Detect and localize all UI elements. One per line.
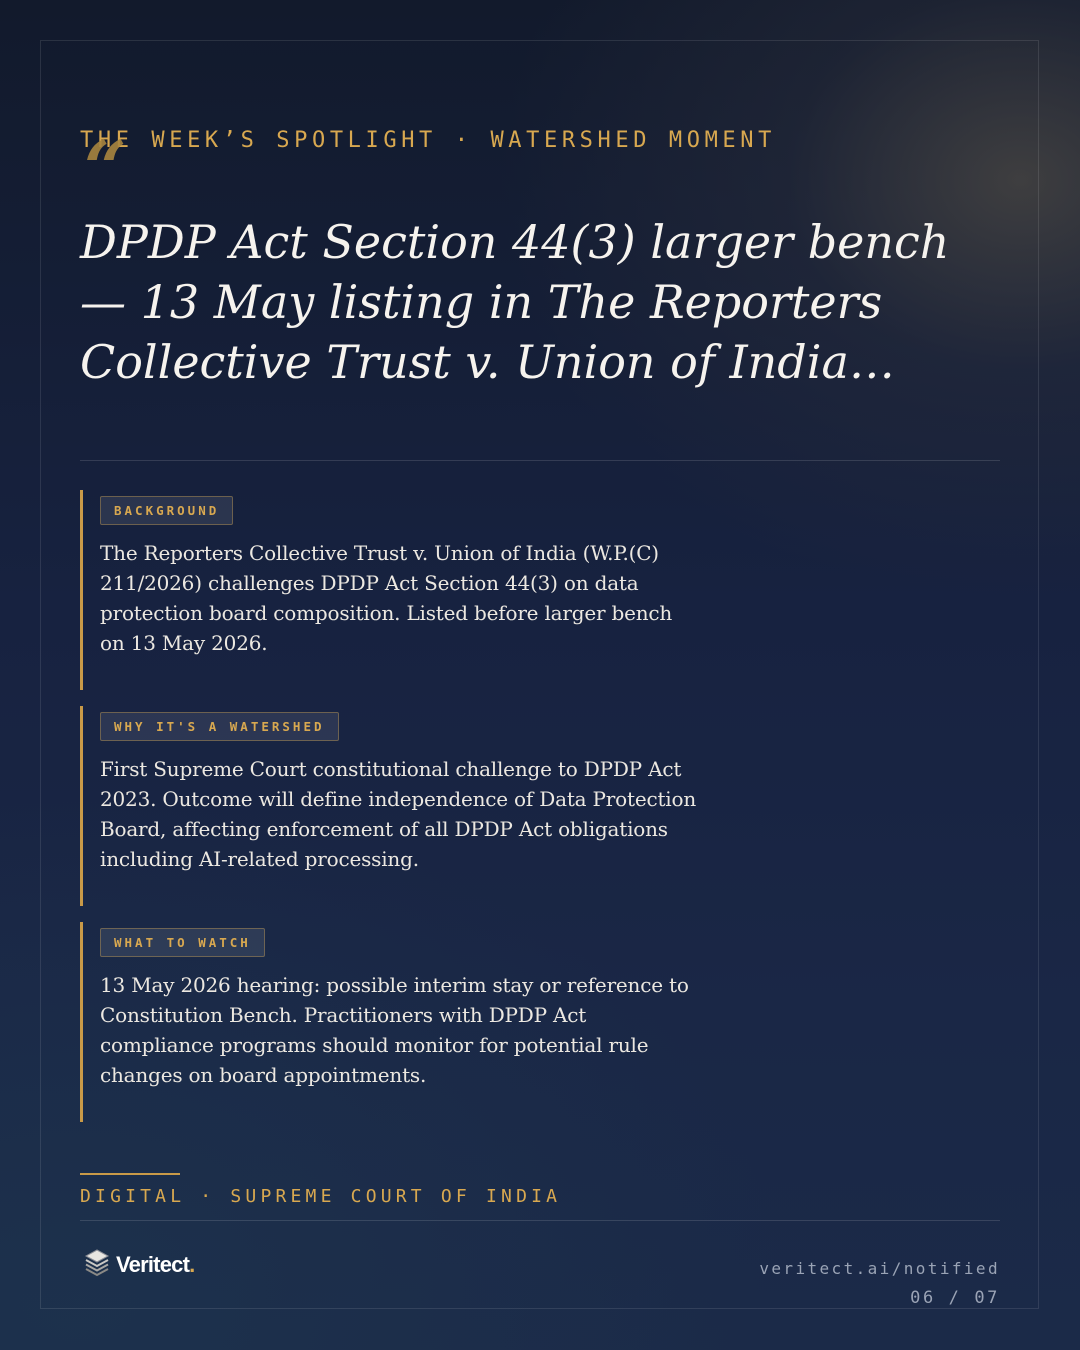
- brand-wordmark: Veritect.: [116, 1252, 195, 1277]
- section-text: 13 May 2026 hearing: possible interim stay or reference to Constitution Bench. Practitioners with DPDP Act compliance programs should monitor for potential rule changes on board appointments.: [100, 973, 689, 1087]
- header-divider: [80, 460, 1000, 461]
- spotlight-kicker: THE WEEK’S SPOTLIGHT · WATERSHED MOMENT: [80, 128, 776, 153]
- section-text: The Reporters Collective Trust v. Union of India (W.P.(C) 211/2026) challenges DPDP Act Section 44(3) on data protection board composition. Listed before larger bench on 13 May 2026.: [100, 541, 673, 655]
- footer-kicker: DIGITAL · SUPREME COURT OF INDIA: [80, 1186, 562, 1207]
- section-label: WHAT TO WATCH: [100, 928, 265, 957]
- headline: DPDP Act Section 44(3) larger bench — 13 May listing in The Reporters Collective Trust v. Union of India…: [80, 215, 950, 389]
- section-label: BACKGROUND: [100, 496, 233, 525]
- section-why-watershed: [80, 706, 700, 906]
- stacked-layers-icon: [84, 1248, 110, 1282]
- section-text: First Supreme Court constitutional challenge to DPDP Act 2023. Outcome will define independence of Data Protection Board, affecting enforcement of all DPDP Act obligations including AI-related processing.: [100, 757, 697, 871]
- quote-mark-icon: “: [84, 126, 127, 212]
- footer-url[interactable]: veritect.ai/notified: [759, 1259, 1000, 1278]
- footer-divider: [80, 1220, 1000, 1221]
- section-label: WHY IT'S A WATERSHED: [100, 712, 339, 741]
- page-indicator: 06 / 07: [910, 1288, 1000, 1308]
- section-what-to-watch: [80, 922, 700, 1122]
- veritect-logo[interactable]: [84, 1248, 194, 1282]
- section-background: [80, 490, 700, 690]
- footer-accent-line: [80, 1173, 180, 1175]
